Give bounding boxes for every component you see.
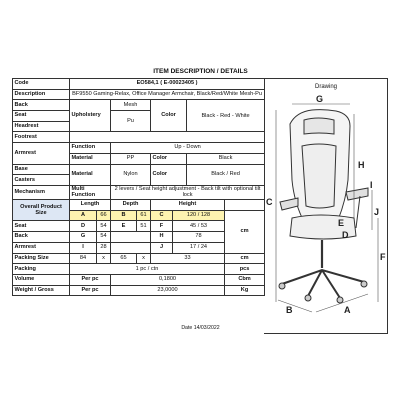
black-red-value: Black / Red [187,164,265,185]
letter-h: H [358,160,365,170]
material2-label: Material [70,164,111,185]
pu-value: Pu [111,111,151,132]
seat-size-label: Seat [13,221,70,232]
cm-unit: cm [225,210,265,253]
casters-label: Casters [13,175,70,186]
footrest-value [70,132,265,143]
row-back [13,100,265,111]
chair-arm-post [356,196,360,228]
chair-caster [305,295,311,301]
chair-caster [361,281,367,287]
packing-size-label: Packing Size [13,253,70,264]
spec-table [12,78,265,296]
blank-cell [111,232,151,243]
chair-armrest-left [280,198,298,210]
color-label: Color [151,100,187,132]
dim-g-letter: G [70,232,97,243]
dim-line-b [278,300,312,312]
overall-size-label: Overall Product Size [13,200,70,221]
material-label: Material [70,153,111,164]
seat-label: Seat [13,111,70,122]
chair-caster [337,297,343,303]
nylon-value: Nylon [111,164,151,185]
pack-length: 84 [70,253,97,264]
dim-d-letter: D [70,221,97,232]
dim-i-value: 28 [97,242,111,253]
description-value: BF9550 Gaming-Relax, Office Manager Armchair, Black/Red/White Mesh-Pu [70,89,265,100]
base-label: Base [13,164,70,175]
footer-date: Date 14/03/2022 [181,325,220,331]
row-packing-size [13,253,265,264]
blank-cell [225,200,265,211]
dim-j-value: 17 / 24 [173,242,225,253]
function-label: Function [70,143,111,154]
dim-f-value: 45 / 53 [173,221,225,232]
packing-value: 1 pc / ctn [70,264,225,275]
letter-j: J [374,207,380,217]
volume-value: 0,1800 [111,274,225,285]
headrest-label: Headrest [13,121,70,132]
row-armrest-function [13,143,265,154]
weight-value: 23,0000 [111,285,225,296]
chair-base [282,270,364,298]
depth-header: Depth [111,200,151,211]
letter-b: B [286,305,293,315]
weight-label: Weight / Gross [13,285,70,296]
letter-g: G [316,94,324,104]
pack-unit: cm [225,253,265,264]
dim-e-value: 51 [137,221,151,232]
chair-headrest [304,118,334,134]
dim-i-letter: I [70,242,97,253]
row-packing [13,264,265,275]
dim-line-a [316,294,368,312]
dim-c-value: 120 / 128 [173,210,225,221]
letter-d: D [342,230,349,240]
row-volume [13,274,265,285]
black-value: Black [187,153,265,164]
weight-per-pc: Per pc [70,285,111,296]
dim-e-letter: E [111,221,137,232]
packing-label: Packing [13,264,70,275]
dim-b-value: 61 [137,210,151,221]
pack-height: 33 [151,253,225,264]
chair-back-panel [302,144,336,208]
back-size-label: Back [13,232,70,243]
chair-drawing [264,90,388,320]
dim-a-value: 66 [97,210,111,221]
letter-a: A [344,305,351,315]
description-label: Description [13,89,70,100]
dim-h-letter: H [151,232,173,243]
armrest-size-label: Armrest [13,242,70,253]
dim-h-value: 78 [173,232,225,243]
armrest-label: Armrest [13,143,70,164]
length-header: Length [70,200,111,211]
function-value: Up - Down [111,143,265,154]
letter-f: F [380,252,386,262]
chair-caster [279,283,285,289]
letter-i: I [370,180,373,190]
mesh-value: Mesh [111,100,151,111]
dim-g-value: 54 [97,232,111,243]
kg-unit: Kg [225,285,265,296]
code-value: EO584,1 ( E-00023405 ) [70,79,265,90]
dim-d-value: 54 [97,221,111,232]
cbm-unit: Cbm [225,274,265,285]
volume-label: Volume [13,274,70,285]
page-title: ITEM DESCRIPTION / DETAILS [153,68,248,75]
letter-e: E [338,218,345,228]
row-code [13,79,265,90]
upholstery-label: Upholstery [70,100,111,132]
pcs-unit: pcs [225,264,265,275]
letter-c: C [266,197,273,207]
multi-function-label: Multi Function [70,185,111,199]
dim-a-letter: A [70,210,97,221]
pack-x2: x [137,253,151,264]
blank-cell [111,242,151,253]
row-dimension-headers [13,200,265,211]
row-weight [13,285,265,296]
dim-c-letter: C [151,210,173,221]
mechanism-label: Mechanism [13,185,70,199]
dim-b-letter: B [111,210,137,221]
chair-armrest-right [346,188,368,200]
code-label: Code [13,79,70,90]
back-label: Back [13,100,70,111]
color3-label: Color [151,164,187,185]
pack-x1: x [97,253,111,264]
pp-value: PP [111,153,151,164]
dim-f-letter: F [151,221,173,232]
row-description [13,89,265,100]
volume-per-pc: Per pc [70,274,111,285]
row-mechanism [13,185,265,199]
drawing-label: Drawing [314,84,337,90]
color2-label: Color [151,153,187,164]
mechanism-value: 2 levers / Seat height adjustment - Back tilt with optional tilt lock [111,185,265,199]
row-footrest [13,132,265,143]
dim-j-letter: J [151,242,173,253]
color-value: Black - Red - White [187,100,265,132]
row-base [13,164,265,175]
height-header: Height [151,200,225,211]
pack-depth: 65 [111,253,137,264]
footrest-label: Footrest [13,132,70,143]
